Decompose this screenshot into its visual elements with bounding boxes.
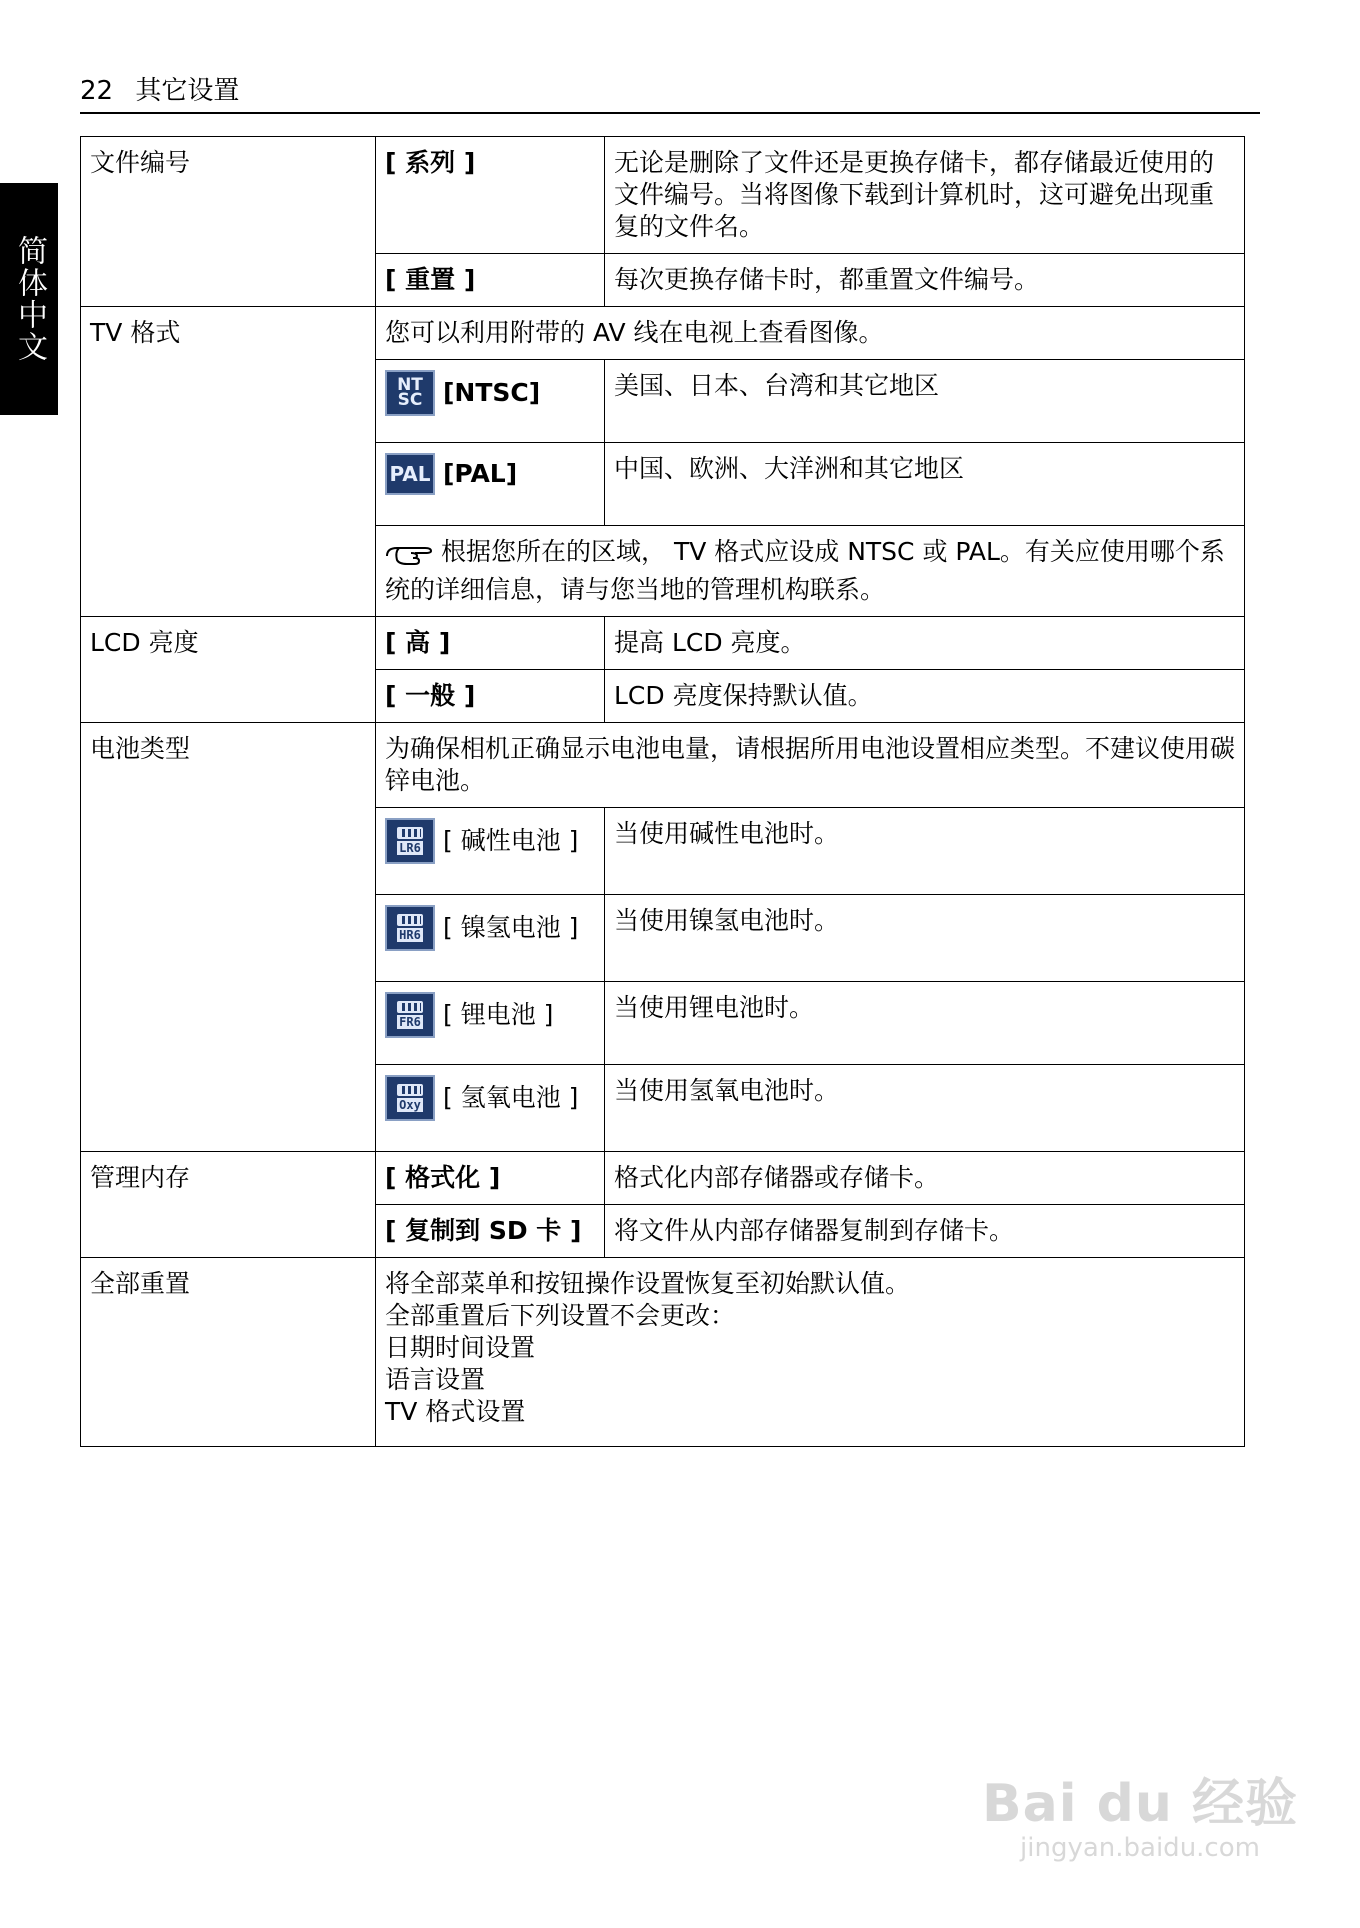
ntsc-icon: NT SC xyxy=(385,370,435,416)
option-cell xyxy=(376,982,605,1065)
option-description: 当使用镍氢电池时。 xyxy=(605,895,1245,982)
option-description: 当使用碱性电池时。 xyxy=(605,808,1245,895)
note-cell xyxy=(376,526,1245,617)
option-cell xyxy=(376,360,605,443)
reset-line: TV 格式设置 xyxy=(385,1397,526,1426)
page-number: 22 xyxy=(80,76,114,106)
option-description: 无论是删除了文件还是更换存储卡，都存储最近使用的文件编号。当将图像下载到计算机时，这可避免出现重复的文件名。 xyxy=(605,137,1245,254)
table-row xyxy=(81,1152,1245,1205)
option-cell xyxy=(376,895,605,982)
option-label: [ 碱性电池 ] xyxy=(443,826,579,855)
option-label: [ 氢氧电池 ] xyxy=(443,1083,579,1112)
page-title: 其它设置 xyxy=(135,76,240,106)
option-label: [PAL] xyxy=(443,459,518,488)
option-label: [ 重置 ] xyxy=(376,254,605,307)
reset-line: 日期时间设置 xyxy=(385,1333,536,1362)
option-label: [ 一般 ] xyxy=(376,670,605,723)
baidu-watermark xyxy=(975,1775,1305,1885)
settings-table xyxy=(80,136,1245,1447)
table-row xyxy=(81,307,1245,360)
option-label: [ 格式化 ] xyxy=(376,1152,605,1205)
reset-line: 将全部菜单和按钮操作设置恢复至初始默认值。 xyxy=(385,1269,911,1298)
lithium-battery-icon: FR6 xyxy=(385,992,435,1038)
option-description: 每次更换存储卡时，都重置文件编号。 xyxy=(605,254,1245,307)
option-label: [ 系列 ] xyxy=(376,137,605,254)
table-row xyxy=(81,617,1245,670)
watermark-logo: Bai du 经验 xyxy=(982,1774,1298,1834)
setting-label: 全部重置 xyxy=(81,1258,376,1447)
reset-line: 全部重置后下列设置不会更改： xyxy=(385,1301,736,1330)
table-row xyxy=(81,723,1245,808)
option-description: 当使用氢氧电池时。 xyxy=(605,1065,1245,1152)
option-description: LCD 亮度保持默认值。 xyxy=(605,670,1245,723)
page-header xyxy=(80,74,1260,114)
reset-all-description xyxy=(376,1258,1245,1447)
alkaline-battery-icon: LR6 xyxy=(385,818,435,864)
option-cell xyxy=(376,808,605,895)
option-label: [ 镍氢电池 ] xyxy=(443,913,579,942)
setting-intro: 您可以利用附带的 AV 线在电视上查看图像。 xyxy=(376,307,1245,360)
setting-label: LCD 亮度 xyxy=(81,617,376,723)
option-description: 中国、欧洲、大洋洲和其它地区 xyxy=(605,443,1245,526)
option-description: 美国、日本、台湾和其它地区 xyxy=(605,360,1245,443)
table-row xyxy=(81,137,1245,254)
option-cell xyxy=(376,1065,605,1152)
option-cell xyxy=(376,443,605,526)
oxy-battery-icon: Oxy xyxy=(385,1075,435,1121)
option-label: [ 高 ] xyxy=(376,617,605,670)
option-label: [ 锂电池 ] xyxy=(443,1000,554,1029)
setting-label: 文件编号 xyxy=(81,137,376,307)
option-description: 提高 LCD 亮度。 xyxy=(605,617,1245,670)
option-description: 格式化内部存储器或存储卡。 xyxy=(605,1152,1245,1205)
option-description: 将文件从内部存储器复制到存储卡。 xyxy=(605,1205,1245,1258)
table-row xyxy=(81,1258,1245,1447)
nimh-battery-icon: HR6 xyxy=(385,905,435,951)
pointing-hand-icon xyxy=(385,542,437,574)
note-text: 根据您所在的区域， TV 格式应设成 NTSC 或 PAL。有关应使用哪个系统的详细信息，请与您当地的管理机构联系。 xyxy=(385,537,1225,604)
setting-intro: 为确保相机正确显示电池电量，请根据所用电池设置相应类型。不建议使用碳锌电池。 xyxy=(376,723,1245,808)
reset-line: 语言设置 xyxy=(385,1365,486,1394)
language-side-tab: 简体中文 xyxy=(0,183,58,415)
option-description: 当使用锂电池时。 xyxy=(605,982,1245,1065)
option-label: [ 复制到 SD 卡 ] xyxy=(376,1205,605,1258)
setting-label: 电池类型 xyxy=(81,723,376,1152)
option-label: [NTSC] xyxy=(443,378,541,407)
pal-icon: PAL xyxy=(385,453,435,495)
setting-label: TV 格式 xyxy=(81,307,376,617)
setting-label: 管理内存 xyxy=(81,1152,376,1258)
watermark-url: jingyan.baidu.com xyxy=(1020,1833,1260,1863)
